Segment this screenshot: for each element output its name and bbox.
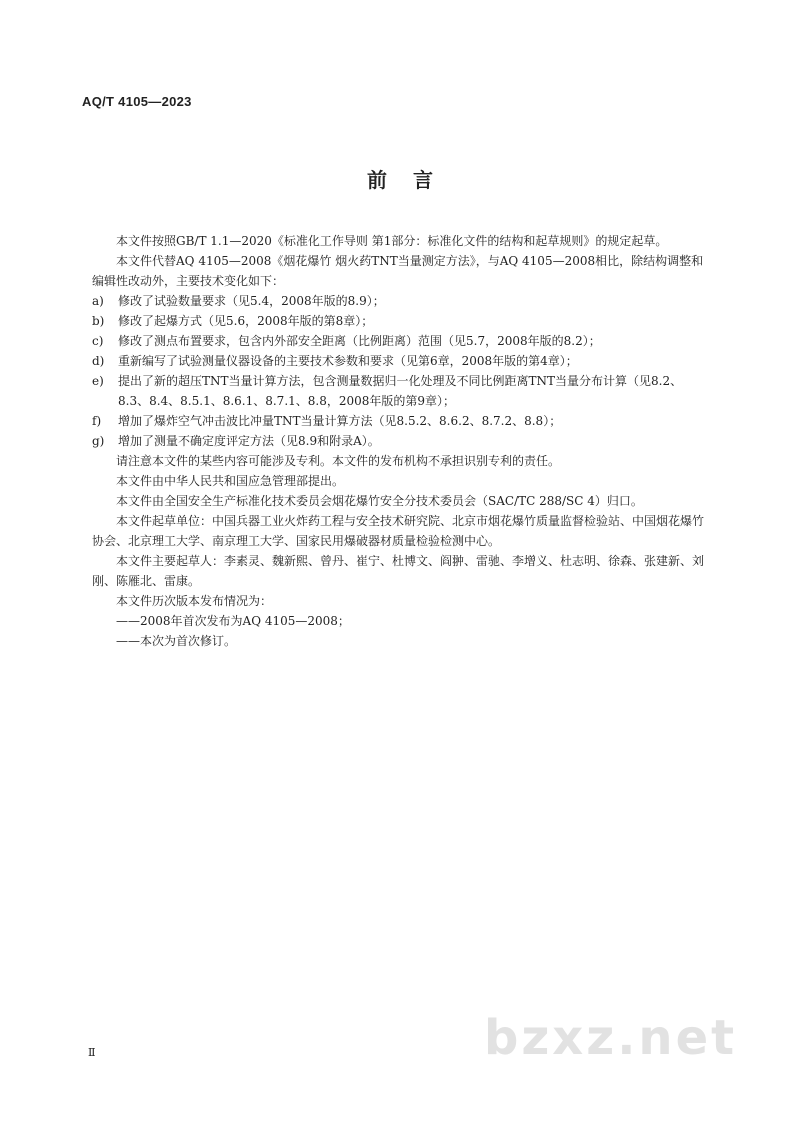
- paragraph-drafting-units: 本文件起草单位：中国兵器工业火炸药工程与安全技术研究院、北京市烟花爆竹质量监督检验站、中国烟花爆竹协会、北京理工大学、南京理工大学、国家民用爆破器材质量检验检测中心。: [92, 514, 705, 548]
- list-item-text: 提出了新的超压TNT当量计算方法，包含测量数据归一化处理及不同比例距离TNT当量分布计算（见8.2、8.3、8.4、8.5.1、8.6.1、8.7.1、8.8，2008年版的第9章）；: [118, 374, 683, 408]
- list-item: [92, 351, 708, 371]
- watermark: bzxz.net: [484, 1010, 738, 1066]
- history-item: ——本次为首次修订。: [116, 634, 237, 648]
- list-item-text: 修改了测点布置要求，包含内外部安全距离（比例距离）范围（见5.7，2008年版的8.2）；: [118, 334, 601, 348]
- list-item: [92, 311, 708, 331]
- list-item-mark: c): [92, 334, 104, 348]
- list-item-mark: d): [92, 354, 105, 368]
- list-item: [92, 431, 708, 451]
- list-item-mark: f): [92, 414, 102, 428]
- list-item: [92, 371, 708, 411]
- paragraph-drafting-rule: 本文件按照GB/T 1.1—2020《标准化工作导则 第1部分：标准化文件的结构和起草规则》的规定起草。: [116, 234, 668, 248]
- list-item-text: 修改了起爆方式（见5.6，2008年版的第8章）；: [118, 314, 374, 328]
- list-item: [92, 331, 708, 351]
- paragraph-history-intro: 本文件历次版本发布情况为：: [116, 594, 273, 608]
- list-item-text: 增加了测量不确定度评定方法（见8.9和附录A）。: [118, 434, 380, 448]
- list-item-mark: g): [92, 434, 105, 448]
- paragraph-replacement: 本文件代替AQ 4105—2008《烟花爆竹 烟火药TNT当量测定方法》，与AQ 4105—2008相比，除结构调整和编辑性改动外，主要技术变化如下：: [92, 254, 704, 288]
- list-item-text: 增加了爆炸空气冲击波比冲量TNT当量计算方法（见8.5.2、8.6.2、8.7.2、8.8）；: [118, 414, 562, 428]
- list-item-mark: b): [92, 314, 105, 328]
- paragraph-centralized-by: 本文件由全国安全生产标准化技术委员会烟花爆竹安全分技术委员会（SAC/TC 288/SC 4）归口。: [116, 494, 643, 508]
- list-item-text: 重新编写了试验测量仪器设备的主要技术参数和要求（见第6章，2008年版的第4章）；: [118, 354, 578, 368]
- page-title: 前言: [367, 168, 459, 192]
- list-item: [92, 291, 708, 311]
- list-item-mark: a): [92, 294, 104, 308]
- list-item: [92, 411, 708, 431]
- list-item-mark: e): [92, 374, 104, 388]
- paragraph-drafters: 本文件主要起草人：李素灵、魏新熙、曾丹、崔宁、杜博文、阎翀、雷驰、李增义、杜志明、徐森、张建新、刘刚、陈雁北、雷康。: [92, 554, 705, 588]
- history-item: ——2008年首次发布为AQ 4105—2008；: [116, 614, 350, 628]
- page-number: Ⅱ: [88, 1046, 96, 1059]
- paragraph-patent-notice: 请注意本文件的某些内容可能涉及专利。本文件的发布机构不承担识别专利的责任。: [116, 454, 561, 468]
- foreword-body: [92, 231, 708, 651]
- list-item-text: 修改了试验数量要求（见5.4，2008年版的8.9）；: [118, 294, 385, 308]
- document-code: AQ/T 4105—2023: [82, 94, 192, 109]
- paragraph-proposed-by: 本文件由中华人民共和国应急管理部提出。: [116, 474, 345, 488]
